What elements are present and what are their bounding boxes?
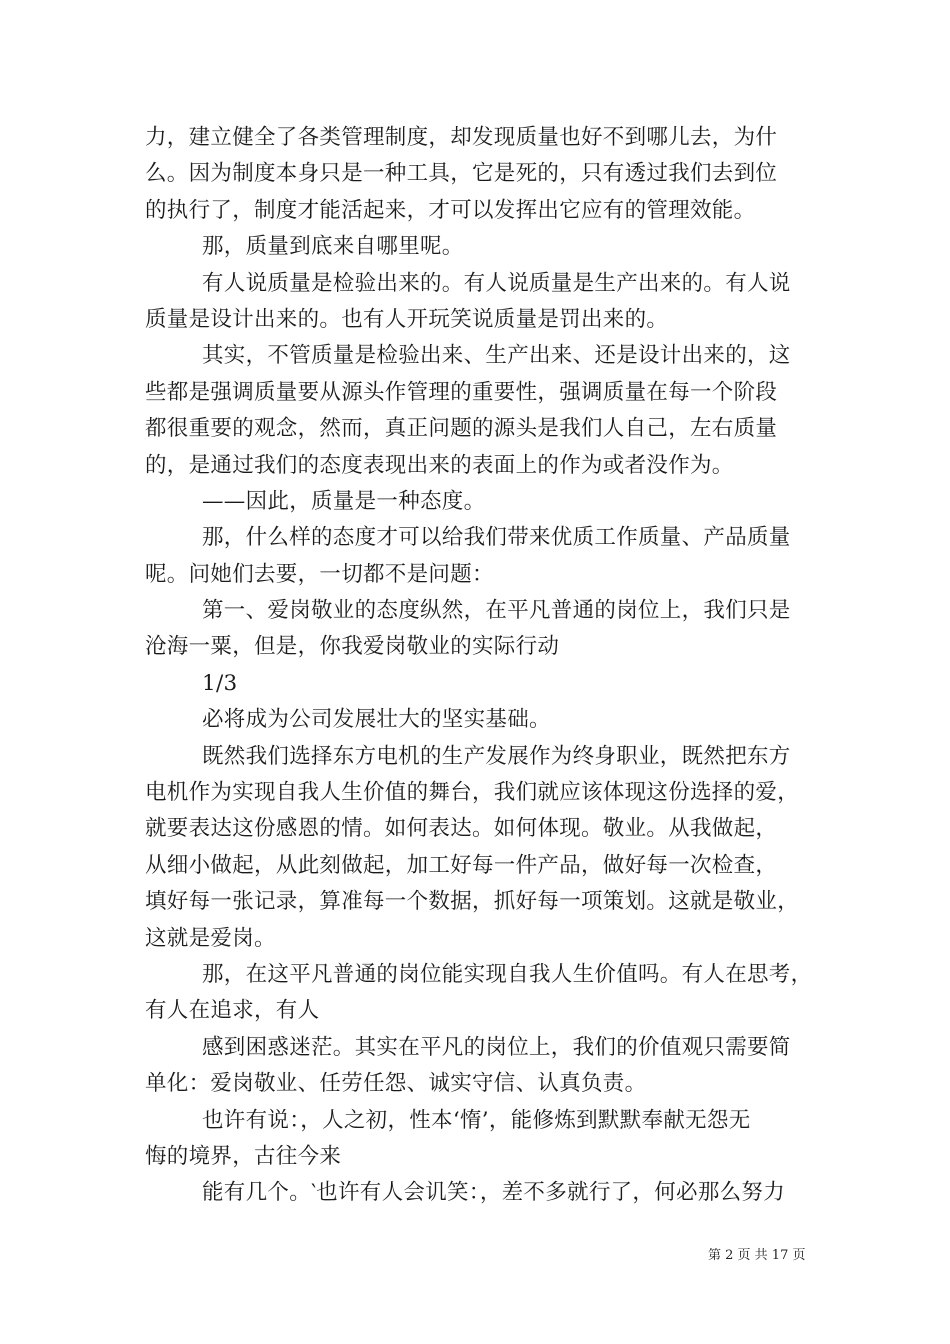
text-line: 些都是强调质量要从源头作管理的重要性，强调质量在每一个阶段: [145, 379, 778, 405]
text-line: 感到困惑迷茫。其实在平凡的岗位上，我们的价值观只需要简: [202, 1034, 791, 1060]
text-line: 力，建立健全了各类管理制度，却发现质量也好不到哪儿去，为什: [145, 125, 778, 150]
text-line: 电机作为实现自我人生价值的舞台，我们就应该体现这份选择的爱，: [145, 780, 800, 806]
text-line: 都很重要的观念，然而，真正问题的源头是我们人自己，左右质量: [145, 416, 778, 442]
text-line: 单化：爱岗敬业、任劳任怨、诚实守信、认真负责。: [145, 1071, 647, 1097]
text-line: 有人在追求，有人: [145, 998, 320, 1024]
text-line: 那，在这平凡普通的岗位能实现自我人生价值吗。有人在思考，: [202, 961, 813, 987]
text-line: 从细小做起，从此刻做起，加工好每一件产品，做好每一次检查，: [145, 852, 778, 878]
text-line: 有人说质量是检验出来的。有人说质量是生产出来的。有人说: [202, 270, 791, 296]
text-line: 填好每一张记录，算准每一个数据，抓好每一项策划。这就是敬业，: [145, 889, 800, 915]
text-line: 悔的境界，古往今来: [145, 1143, 342, 1169]
text-line: 也许有说：，人之初，性本‘惰’，能修炼到默默奉献无怨无: [202, 1107, 751, 1133]
document-body: [145, 120, 813, 1212]
text-line: 么。因为制度本身只是一种工具，它是死的，只有透过我们去到位: [145, 161, 778, 187]
text-line: 就要表达这份感恩的情。如何表达。如何体现。敬业。从我做起，: [145, 816, 778, 842]
text-line: 那，质量到底来自哪里呢。: [202, 234, 464, 260]
page-footer: 第 2 页 共 17 页: [708, 1248, 806, 1263]
text-line: 质量是设计出来的。也有人开玩笑说质量是罚出来的。: [145, 306, 669, 332]
text-line: 其实，不管质量是检验出来、生产出来、还是设计出来的，这: [202, 343, 791, 369]
text-line: 1/3: [202, 670, 238, 696]
text-line: 呢。问她们去要，一切都不是问题：: [145, 561, 494, 587]
text-line: 的，是通过我们的态度表现出来的表面上的作为或者没作为。: [145, 452, 734, 478]
text-line: 能有几个。‵也许有人会讥笑：，差不多就行了，何必那么努力: [202, 1180, 786, 1206]
text-line: 沧海一粟，但是，你我爱岗敬业的实际行动: [145, 634, 560, 660]
text-line: 这就是爱岗。: [145, 925, 276, 951]
text-line: ——因此，质量是一种态度。: [202, 488, 486, 514]
text-line: 那，什么样的态度才可以给我们带来优质工作质量、产品质量: [202, 525, 791, 551]
text-line: 必将成为公司发展壮大的坚实基础。: [202, 707, 551, 733]
text-line: 的执行了，制度才能活起来，才可以发挥出它应有的管理效能。: [145, 197, 756, 223]
text-line: 第一、爱岗敬业的态度纵然，在平凡普通的岗位上，我们只是: [202, 598, 791, 624]
text-line: 既然我们选择东方电机的生产发展作为终身职业，既然把东方: [202, 743, 791, 769]
